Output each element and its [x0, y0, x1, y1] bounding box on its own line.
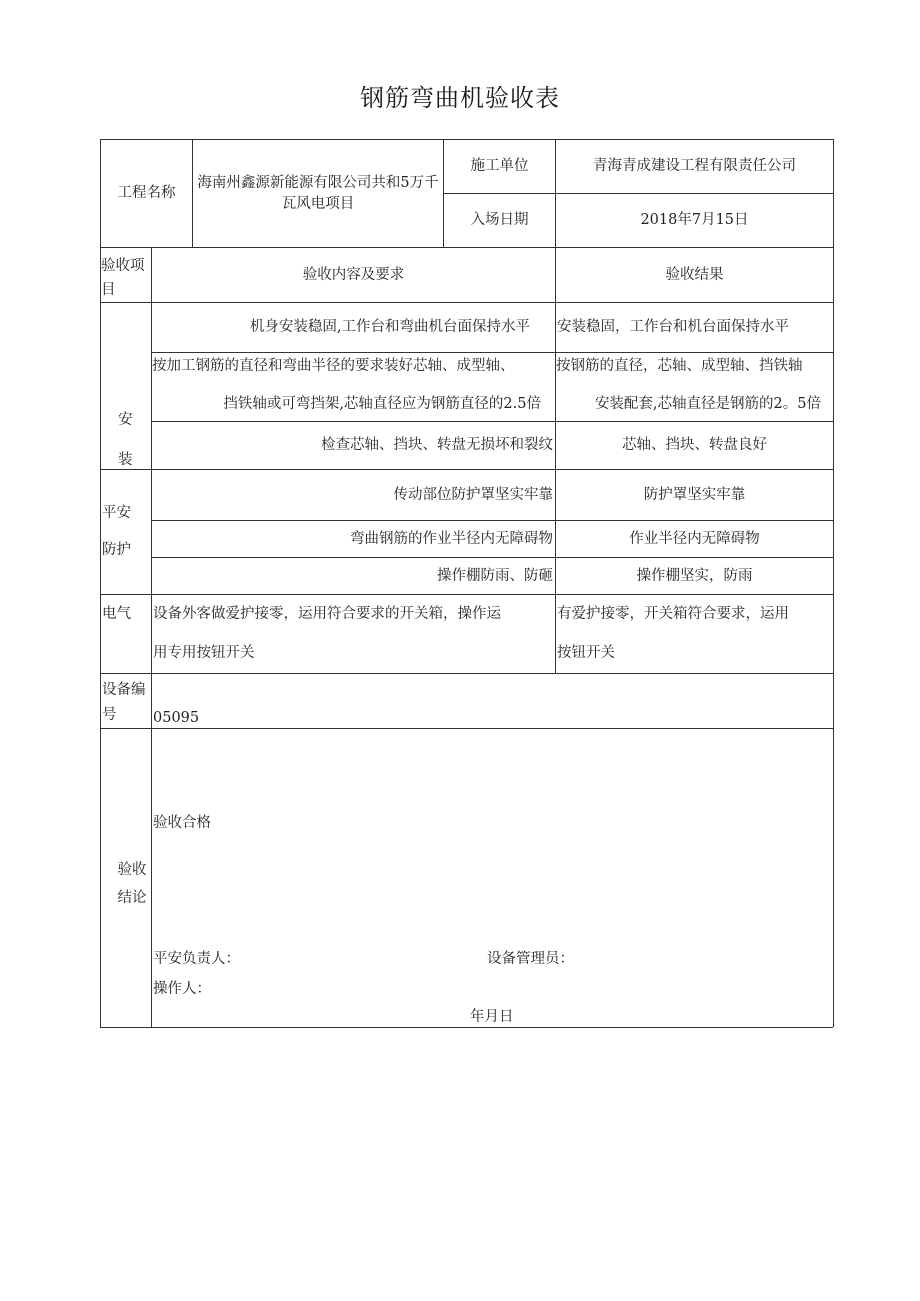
safety-req-3: 操作棚防雨、防砸	[437, 567, 553, 584]
divider-line	[100, 728, 833, 729]
equipment-no-value: 05095	[153, 710, 200, 726]
safety-result-1: 防护罩坚实牢靠	[643, 486, 746, 503]
safety-label-1: 平安	[102, 505, 131, 521]
electric-label: 电气	[102, 606, 131, 622]
install-result-2-line1: 按钢筋的直径，芯轴、成型轴、挡铁轴	[556, 358, 803, 374]
safety-req-1: 传动部位防护罩坚实牢靠	[393, 486, 553, 503]
item-label-line2: 目	[101, 282, 116, 298]
install-req-3: 检查芯轴、挡块、转盘无损坏和裂纹	[321, 437, 553, 453]
entry-date-label: 入场日期	[470, 212, 529, 228]
table-border-bottom	[100, 1027, 833, 1028]
safety-officer-label: 平安负责人：	[153, 951, 240, 967]
entry-date-value: 2018年7月15日	[640, 212, 749, 228]
conclusion-value: 验收合格	[153, 815, 211, 831]
electric-result-line2: 按钮开关	[557, 645, 615, 661]
install-label-2: 装	[118, 452, 133, 468]
equipment-no-label	[102, 678, 152, 728]
install-label-1: 安	[118, 412, 133, 428]
safety-result-3: 操作棚坚实，防雨	[636, 567, 753, 584]
item-label-line1: 验收项	[101, 258, 145, 274]
install-req-2-line1: 按加工钢筋的直径和弯曲半径的要求装好芯轴、成型轴、	[152, 358, 515, 374]
contractor-label: 施工单位	[470, 158, 529, 174]
operator-label: 操作人：	[153, 981, 211, 997]
electric-result-line1: 有爱护接零，开关箱符合要求，运用	[557, 606, 789, 622]
conclusion-label-line1: 验收	[117, 862, 147, 878]
divider-line	[100, 673, 833, 674]
equipment-no-label-line1: 设备编	[102, 682, 146, 698]
table-border-right	[833, 139, 834, 1027]
date-label: 年月日	[470, 1009, 514, 1025]
install-req-1: 机身安装稳固,工作台和弯曲机台面保持水平	[249, 319, 530, 335]
divider-line	[100, 594, 833, 595]
project-name-value: 海南州鑫源新能源有限公司共和5万千瓦风电项目	[197, 174, 439, 212]
conclusion-label	[101, 856, 163, 912]
contractor-value: 青海青成建设工程有限责任公司	[593, 158, 796, 174]
page-title: 钢筋弯曲机验收表	[360, 84, 560, 112]
install-req-2-line2: 挡铁轴或可弯挡架,芯轴直径应为钢筋直径的2.5倍	[223, 396, 541, 412]
conclusion-label-line2: 结论	[117, 890, 147, 906]
content-column-header: 验收内容及要求	[302, 266, 405, 283]
divider-line	[151, 352, 833, 353]
safety-req-2: 弯曲钢筋的作业半径内无障碍物	[350, 530, 553, 547]
electric-req-line1: 设备外客做爱护接零，运用符合要求的开关箱，操作运	[153, 606, 501, 622]
install-result-2-line2: 安装配套,芯轴直径是钢筋的2。5倍	[594, 396, 821, 412]
safety-label-2: 防护	[102, 542, 131, 558]
equipment-manager-label: 设备管理员：	[487, 951, 574, 967]
electric-req-line2: 用专用按钮开关	[153, 645, 255, 661]
item-column-header	[101, 254, 151, 302]
equipment-no-label-line2: 号	[102, 707, 117, 723]
install-result-1: 安装稳固，工作台和机台面保持水平	[557, 319, 789, 335]
safety-result-2: 作业半径内无障碍物	[629, 530, 760, 547]
install-result-3: 芯轴、挡块、转盘良好	[622, 437, 767, 453]
result-column-header: 验收结果	[665, 266, 724, 283]
project-name-label: 工程名称	[117, 185, 176, 201]
